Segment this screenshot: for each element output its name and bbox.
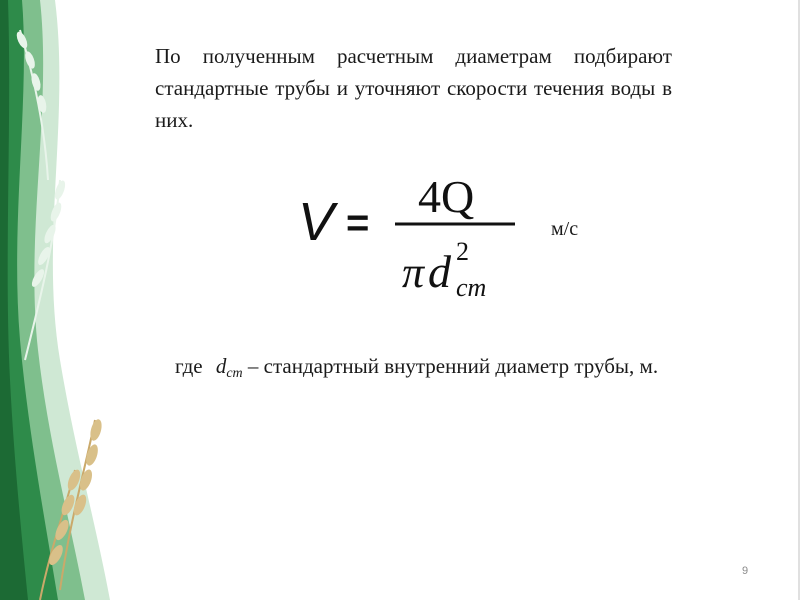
formula-lhs: V: [298, 192, 335, 252]
where-prefix: где: [175, 354, 203, 378]
formula-d: d: [428, 246, 451, 297]
symbol-d: [215, 354, 243, 381]
formula-subscript: ст: [456, 273, 487, 302]
formula-exponent: 2: [456, 237, 469, 266]
symbol-subscript: ст: [226, 366, 243, 381]
unit-label: м/с: [551, 218, 579, 240]
formula-pi: π: [402, 248, 425, 297]
definition-text: – стандартный внутренний диаметр трубы, м.: [247, 354, 659, 378]
variable-definition: [175, 350, 695, 390]
formula-equals: =: [346, 201, 370, 245]
page-number: 9: [742, 565, 749, 577]
velocity-formula: [290, 162, 530, 310]
wheat-decoration: [0, 0, 130, 600]
intro-paragraph: По полученным расчетным диаметрам подбирают стандартные трубы и уточняют скорости течения воды в них.: [155, 44, 672, 132]
symbol-letter: d: [215, 354, 227, 378]
formula-numerator: 4Q: [418, 171, 475, 222]
